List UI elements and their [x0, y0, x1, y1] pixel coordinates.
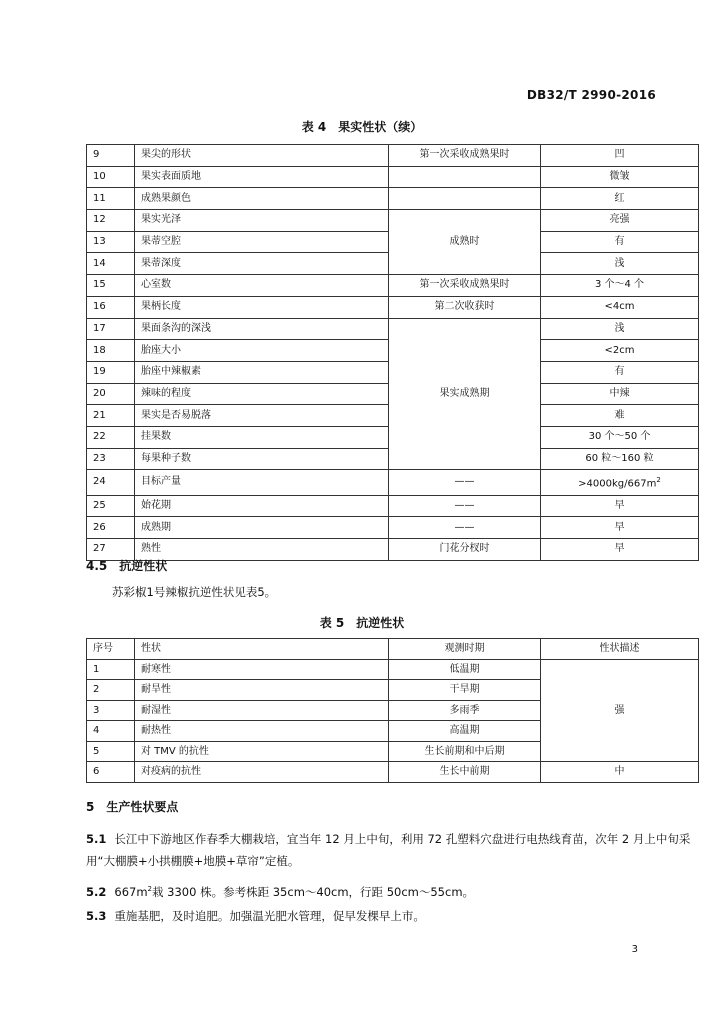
trait-name: 胎座大小 [135, 340, 389, 362]
trait-value: <2cm [541, 340, 699, 362]
trait-name: 耐寒性 [135, 659, 389, 680]
observation-period: 多雨季 [389, 700, 541, 721]
row-no: 5 [87, 741, 135, 762]
trait-name: 果柄长度 [135, 296, 389, 318]
observation-period: —— [389, 517, 541, 539]
trait-name: 胎座中辣椒素 [135, 361, 389, 383]
table-row [87, 659, 699, 680]
row-no: 25 [87, 495, 135, 517]
row-no: 14 [87, 253, 135, 275]
superscript: 2 [147, 885, 152, 893]
row-no: 27 [87, 539, 135, 561]
row-no: 20 [87, 383, 135, 405]
trait-name: 果实是否易脱落 [135, 405, 389, 427]
header-trait: 性状 [135, 639, 389, 660]
clause-label: 5.1 [86, 832, 107, 846]
trait-name: 挂果数 [135, 426, 389, 448]
trait-value: 30 个～50 个 [541, 426, 699, 448]
table-row [87, 166, 699, 188]
clause-text-cont: 栽 3300 株。参考株距 35cm～40cm，行距 50cm～55cm。 [152, 884, 475, 899]
trait-desc-merged: 强 [541, 659, 699, 762]
clause-text: 长江中下游地区作春季大棚栽培，宜当年 12 月上中旬，利用 72 孔塑料穴盘进行电热线育苗，次年 2 月上中旬采用“大棚膜+小拱棚膜+地膜+草帘”定植。 [86, 832, 691, 868]
trait-value: 难 [541, 405, 699, 427]
observation-period [389, 188, 541, 210]
section-5-heading: 5 生产性状要点 [86, 800, 179, 814]
trait-value: 微皱 [541, 166, 699, 188]
paragraph-5-2 [86, 878, 698, 903]
trait-name: 熟性 [135, 539, 389, 561]
table-row [87, 495, 699, 517]
observation-period: 果实成熟期 [389, 318, 541, 470]
trait-value: 早 [541, 495, 699, 517]
trait-name: 目标产量 [135, 470, 389, 495]
trait-name: 心室数 [135, 275, 389, 297]
trait-name: 辣味的程度 [135, 383, 389, 405]
trait-value: 早 [541, 539, 699, 561]
trait-name: 对疫病的抗性 [135, 762, 389, 783]
clause-text: 667m [114, 884, 148, 899]
row-no: 17 [87, 318, 135, 340]
row-no: 21 [87, 405, 135, 427]
observation-period: 高温期 [389, 721, 541, 742]
observation-period: —— [389, 470, 541, 495]
table5-caption: 表 5 抗逆性状 [319, 616, 405, 630]
clause-text: 重施基肥，及时追肥。加强温光肥水管理，促早发棵早上市。 [114, 909, 425, 923]
section-4-5-heading: 4.5 抗逆性状 [86, 559, 168, 573]
observation-period [389, 166, 541, 188]
trait-value: 浅 [541, 318, 699, 340]
row-no: 11 [87, 188, 135, 210]
trait-name: 果面条沟的深浅 [135, 318, 389, 340]
page-number: 3 [631, 944, 638, 955]
trait-value: 凹 [541, 145, 699, 167]
observation-period: 生长前期和中后期 [389, 741, 541, 762]
superscript: 2 [656, 476, 661, 485]
row-no: 2 [87, 680, 135, 701]
observation-period: —— [389, 495, 541, 517]
trait-value: 浅 [541, 253, 699, 275]
row-no: 26 [87, 517, 135, 539]
trait-value: 有 [541, 231, 699, 253]
table5-stress-traits [86, 638, 699, 783]
trait-name: 每果种子数 [135, 448, 389, 470]
clause-label: 5.3 [86, 909, 107, 923]
trait-value: 60 粒～160 粒 [541, 448, 699, 470]
row-no: 23 [87, 448, 135, 470]
observation-period: 干旱期 [389, 680, 541, 701]
table-row [87, 296, 699, 318]
document-number: DB32/T 2990-2016 [526, 88, 656, 102]
table-row [87, 275, 699, 297]
row-no: 6 [87, 762, 135, 783]
row-no: 18 [87, 340, 135, 362]
table-row [87, 517, 699, 539]
trait-name: 始花期 [135, 495, 389, 517]
row-no: 3 [87, 700, 135, 721]
observation-period: 第二次收获时 [389, 296, 541, 318]
trait-value: 有 [541, 361, 699, 383]
table-row [87, 470, 699, 495]
trait-name: 成熟果颜色 [135, 188, 389, 210]
trait-name: 果实光泽 [135, 210, 389, 232]
observation-period: 第一次采收成熟果时 [389, 275, 541, 297]
row-no: 24 [87, 470, 135, 495]
trait-value: 3 个～4 个 [541, 275, 699, 297]
trait-name: 耐湿性 [135, 700, 389, 721]
table-row [87, 145, 699, 167]
observation-period: 第一次采收成熟果时 [389, 145, 541, 167]
table-row [87, 210, 699, 232]
trait-name: 果实表面质地 [135, 166, 389, 188]
row-no: 15 [87, 275, 135, 297]
trait-name: 耐热性 [135, 721, 389, 742]
trait-value [541, 470, 699, 495]
table4-caption: 表 4 果实性状（续） [301, 120, 423, 134]
observation-period: 低温期 [389, 659, 541, 680]
row-no: 1 [87, 659, 135, 680]
observation-period: 门花分杈时 [389, 539, 541, 561]
table-row [87, 188, 699, 210]
header-no: 序号 [87, 639, 135, 660]
trait-value: 红 [541, 188, 699, 210]
table-header-row [87, 639, 699, 660]
header-desc: 性状描述 [541, 639, 699, 660]
trait-name: 对 TMV 的抗性 [135, 741, 389, 762]
row-no: 4 [87, 721, 135, 742]
paragraph-5-1 [86, 828, 698, 872]
trait-value: 早 [541, 517, 699, 539]
trait-desc: 中 [541, 762, 699, 783]
table4-fruit-traits [86, 144, 699, 561]
row-no: 12 [87, 210, 135, 232]
section-4-5-text: 苏彩椒1号辣椒抗逆性状见表5。 [112, 585, 277, 599]
paragraph-5-3 [86, 905, 698, 927]
row-no: 13 [87, 231, 135, 253]
row-no: 22 [87, 426, 135, 448]
row-no: 16 [87, 296, 135, 318]
clause-label: 5.2 [86, 884, 107, 899]
trait-value: 亮强 [541, 210, 699, 232]
trait-value-text: >4000kg/667m [578, 478, 657, 490]
table-row [87, 539, 699, 561]
row-no: 19 [87, 361, 135, 383]
trait-name: 成熟期 [135, 517, 389, 539]
table-row [87, 762, 699, 783]
table-row [87, 318, 699, 340]
trait-name: 耐旱性 [135, 680, 389, 701]
row-no: 10 [87, 166, 135, 188]
trait-name: 果蒂空腔 [135, 231, 389, 253]
observation-period: 成熟时 [389, 210, 541, 275]
row-no: 9 [87, 145, 135, 167]
trait-value: 中辣 [541, 383, 699, 405]
header-period: 观测时期 [389, 639, 541, 660]
trait-name: 果蒂深度 [135, 253, 389, 275]
trait-value: <4cm [541, 296, 699, 318]
trait-name: 果尖的形状 [135, 145, 389, 167]
observation-period: 生长中前期 [389, 762, 541, 783]
